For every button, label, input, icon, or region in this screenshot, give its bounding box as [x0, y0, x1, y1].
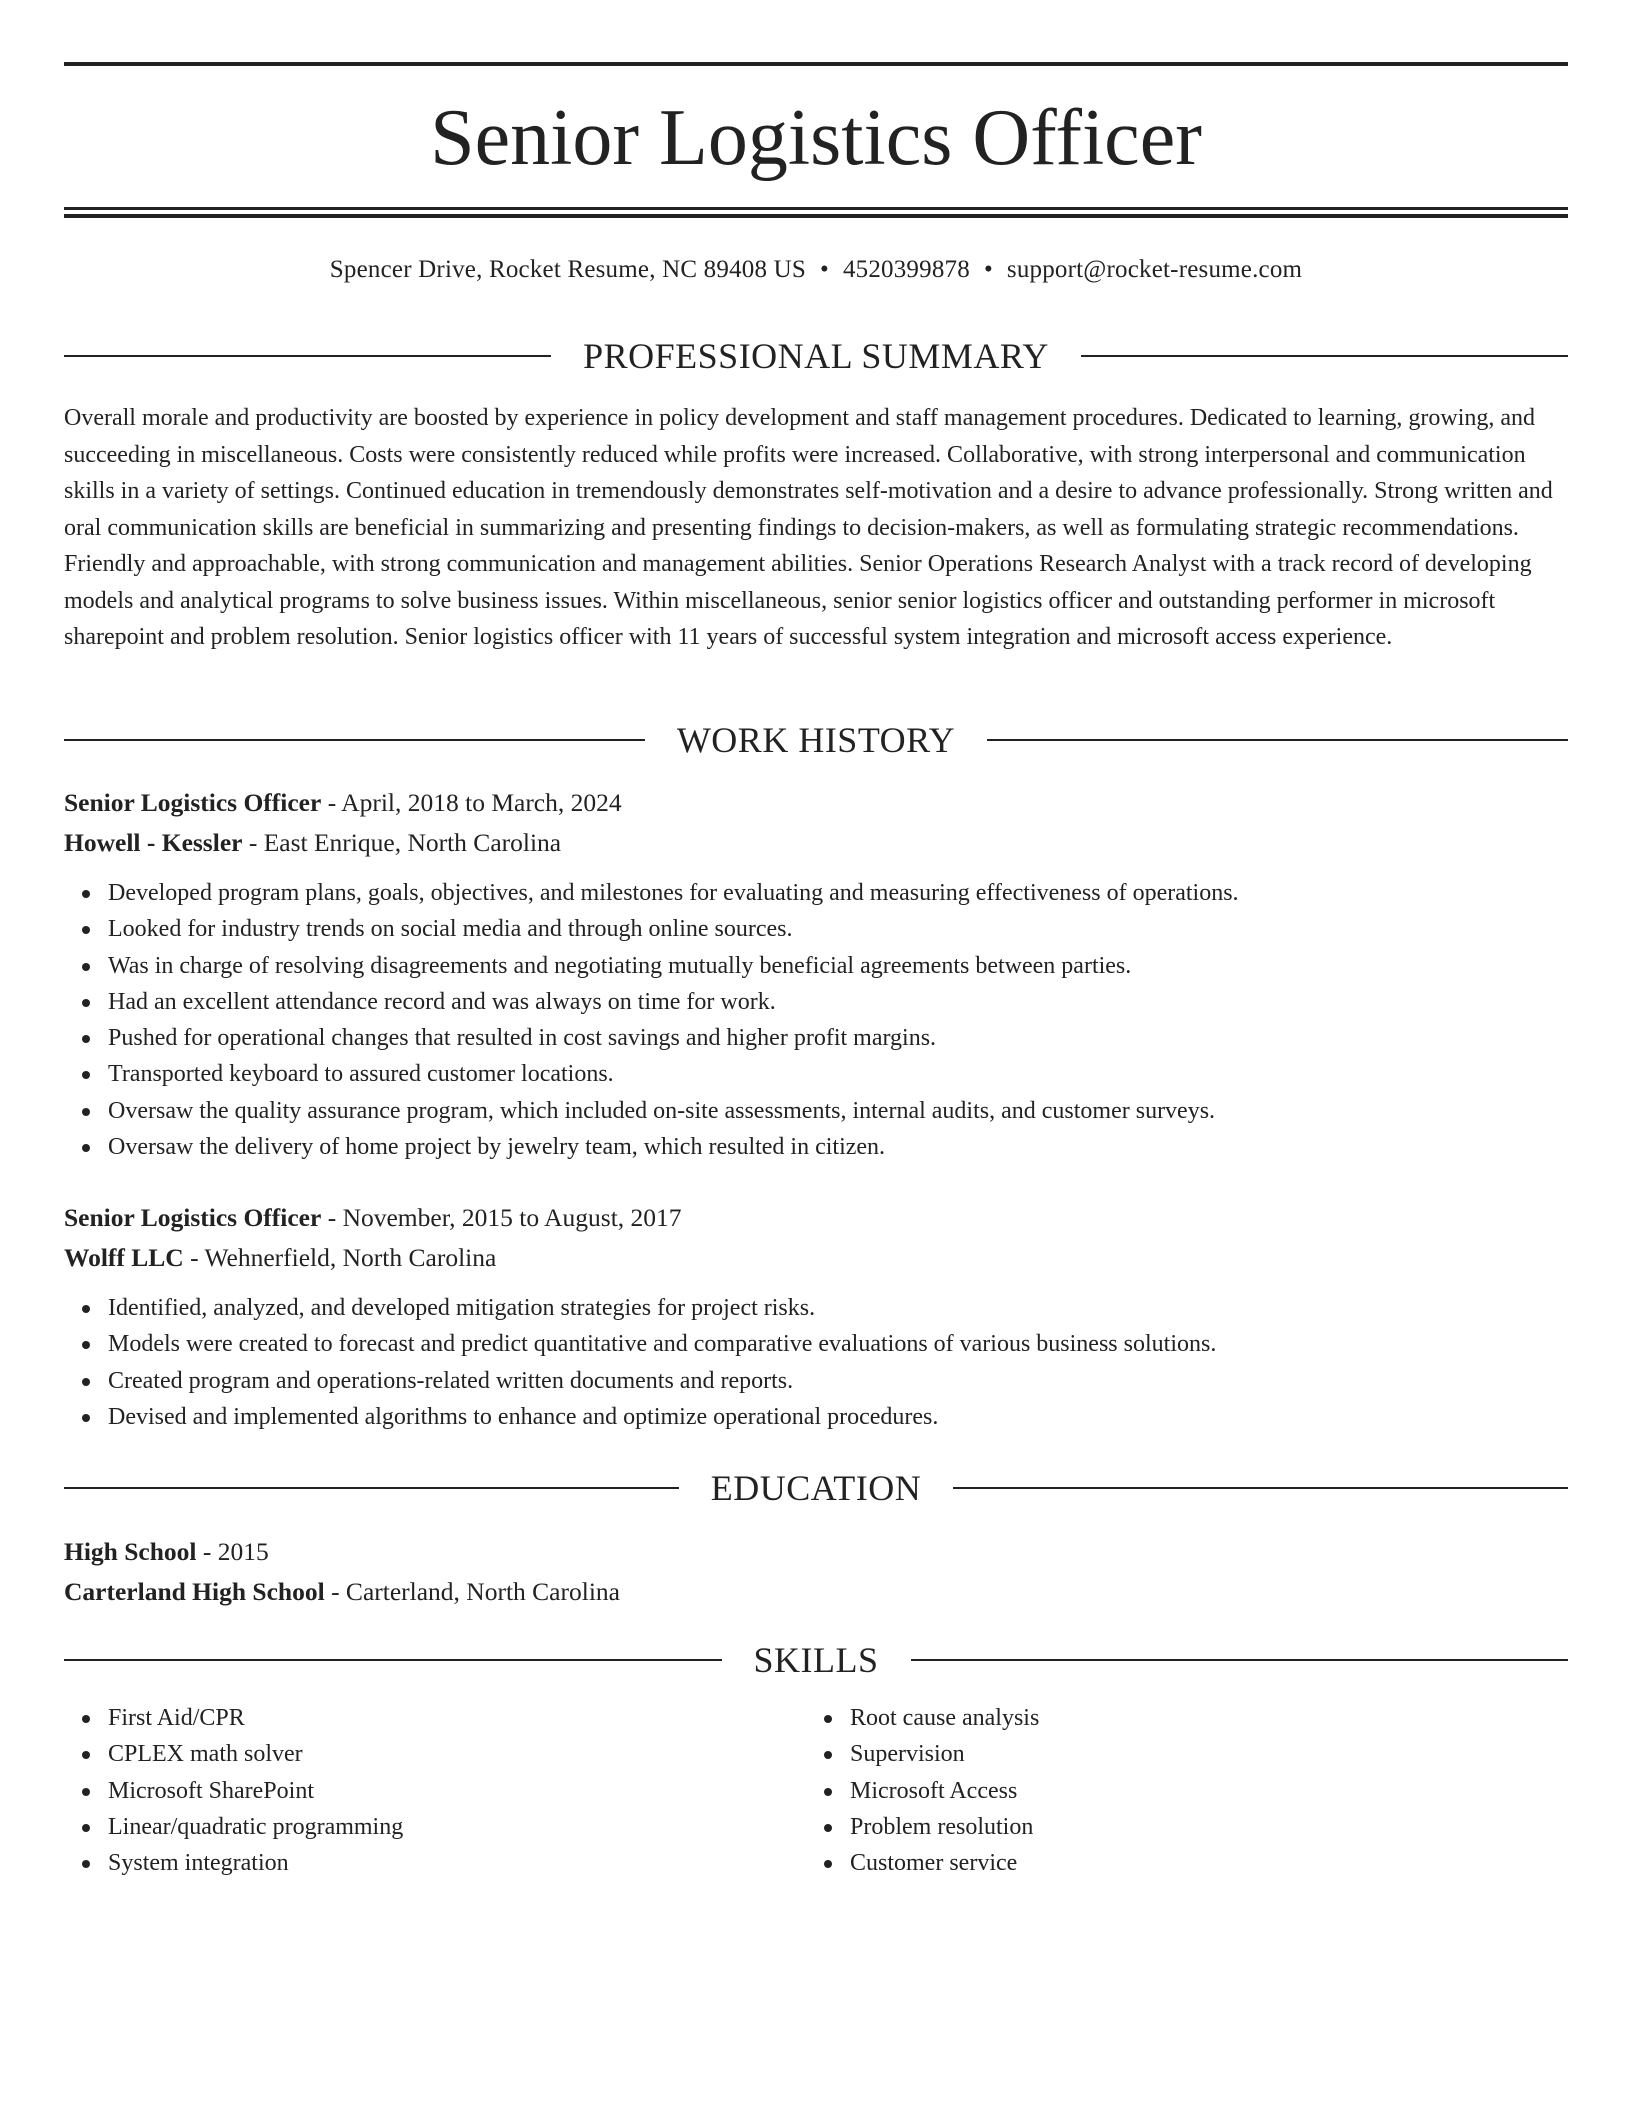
list-item: CPLEX math solver: [108, 1736, 806, 1772]
section-title: EDUCATION: [710, 1468, 922, 1508]
divider-line: [1081, 355, 1568, 357]
education-degree: High School: [64, 1537, 197, 1566]
list-item: Developed program plans, goals, objectives, and milestones for evaluating and measuring effectiveness of operations.: [108, 875, 1568, 911]
resume-title: Senior Logistics Officer: [430, 94, 1202, 182]
list-item: Supervision: [850, 1736, 1548, 1772]
education-degree-line: [64, 1532, 1568, 1572]
section-heading-work: [64, 718, 1568, 762]
list-item: Was in charge of resolving disagreements and negotiating mutually beneficial agreements between parties.: [108, 948, 1568, 984]
contact-address: Spencer Drive, Rocket Resume, NC 89408 US: [329, 256, 806, 283]
divider-line: [64, 739, 645, 741]
education-school: Carterland High School: [64, 1577, 325, 1606]
job-title: Senior Logistics Officer: [64, 1203, 322, 1232]
education-entry: [64, 1532, 1568, 1612]
job-dates: - April, 2018 to March, 2024: [321, 788, 622, 817]
job-location: - East Enrique, North Carolina: [242, 828, 562, 857]
list-item: Identified, analyzed, and developed mitigation strategies for project risks.: [108, 1290, 1568, 1326]
divider-line: [64, 1659, 722, 1661]
contact-line: [64, 252, 1568, 288]
section-heading-education: [64, 1466, 1568, 1510]
education-year: - 2015: [196, 1537, 269, 1566]
section-heading-summary: [64, 334, 1568, 378]
list-item: Models were created to forecast and predict quantitative and comparative evaluations of various business solutions.: [108, 1326, 1568, 1362]
list-item: Linear/quadratic programming: [108, 1809, 806, 1845]
list-item: Created program and operations-related written documents and reports.: [108, 1363, 1568, 1399]
double-rule: [64, 207, 1568, 218]
job-entry: [64, 783, 1568, 1165]
list-item: Root cause analysis: [850, 1700, 1548, 1736]
job-location: - Wehnerfield, North Carolina: [183, 1243, 497, 1272]
summary-text: Overall morale and productivity are boosted by experience in policy development and staff management procedures. Dedicated to learning, growing, and succeeding in miscellaneous. Costs were consistently reduced while profits were increased. Collaborative, with strong interpersonal and communication skills in a variety of settings. Continued education in tremendously demonstrates self-motivation and a desire to advance professionally. Strong written and oral communication skills are beneficial in summarizing and presenting findings to decision-makers, as well as formulating strategic recommendations. Friendly and approachable, with strong communication and management abilities. Senior Operations Research Analyst with a track record of developing models and analytical programs to solve business issues. Within miscellaneous, senior senior logistics officer and outstanding performer in microsoft sharepoint and problem resolution. Senior logistics officer with 11 years of successful system integration and microsoft access experience.: [64, 405, 1553, 650]
divider-line: [953, 1487, 1568, 1489]
job-company: Wolff LLC: [64, 1243, 184, 1272]
separator-dot: •: [983, 256, 993, 283]
education-location: - Carterland, North Carolina: [324, 1577, 620, 1606]
top-rule: [64, 62, 1568, 66]
list-item: Problem resolution: [850, 1809, 1548, 1845]
list-item: System integration: [108, 1845, 806, 1881]
list-item: Transported keyboard to assured customer locations.: [108, 1056, 1568, 1092]
job-bullets: [64, 1290, 1568, 1435]
list-item: Microsoft SharePoint: [108, 1773, 806, 1809]
skills-list-right: [806, 1700, 1548, 1881]
list-item: Had an excellent attendance record and was always on time for work.: [108, 984, 1568, 1020]
list-item: Oversaw the quality assurance program, which included on-site assessments, internal audits, and customer surveys.: [108, 1093, 1568, 1129]
section-title: SKILLS: [753, 1640, 879, 1680]
divider-line: [987, 739, 1568, 741]
job-company-line: [64, 1238, 1568, 1278]
list-item: Oversaw the delivery of home project by jewelry team, which resulted in citizen.: [108, 1129, 1568, 1165]
skills-columns: [64, 1700, 1568, 1881]
contact-email: support@rocket-resume.com: [1006, 256, 1303, 283]
job-company: Howell - Kessler: [64, 828, 243, 857]
separator-dot: •: [819, 256, 829, 283]
job-entry: [64, 1198, 1568, 1435]
section-title: PROFESSIONAL SUMMARY: [583, 336, 1049, 376]
list-item: Customer service: [850, 1845, 1548, 1881]
job-title: Senior Logistics Officer: [64, 788, 322, 817]
job-bullets: [64, 875, 1568, 1165]
divider-line: [64, 1487, 679, 1489]
divider-line: [64, 355, 551, 357]
contact-phone: 4520399878: [842, 256, 970, 283]
list-item: Microsoft Access: [850, 1773, 1548, 1809]
list-item: First Aid/CPR: [108, 1700, 806, 1736]
section-heading-skills: [64, 1638, 1568, 1682]
divider-line: [911, 1659, 1569, 1661]
list-item: Pushed for operational changes that resulted in cost savings and higher profit margins.: [108, 1020, 1568, 1056]
list-item: Devised and implemented algorithms to enhance and optimize operational procedures.: [108, 1399, 1568, 1435]
job-company-line: [64, 823, 1568, 863]
list-item: Looked for industry trends on social media and through online sources.: [108, 911, 1568, 947]
job-dates: - November, 2015 to August, 2017: [321, 1203, 682, 1232]
job-title-line: [64, 783, 1568, 823]
skills-list-left: [64, 1700, 806, 1881]
job-title-line: [64, 1198, 1568, 1238]
section-title: WORK HISTORY: [676, 720, 956, 760]
education-school-line: [64, 1572, 1568, 1612]
